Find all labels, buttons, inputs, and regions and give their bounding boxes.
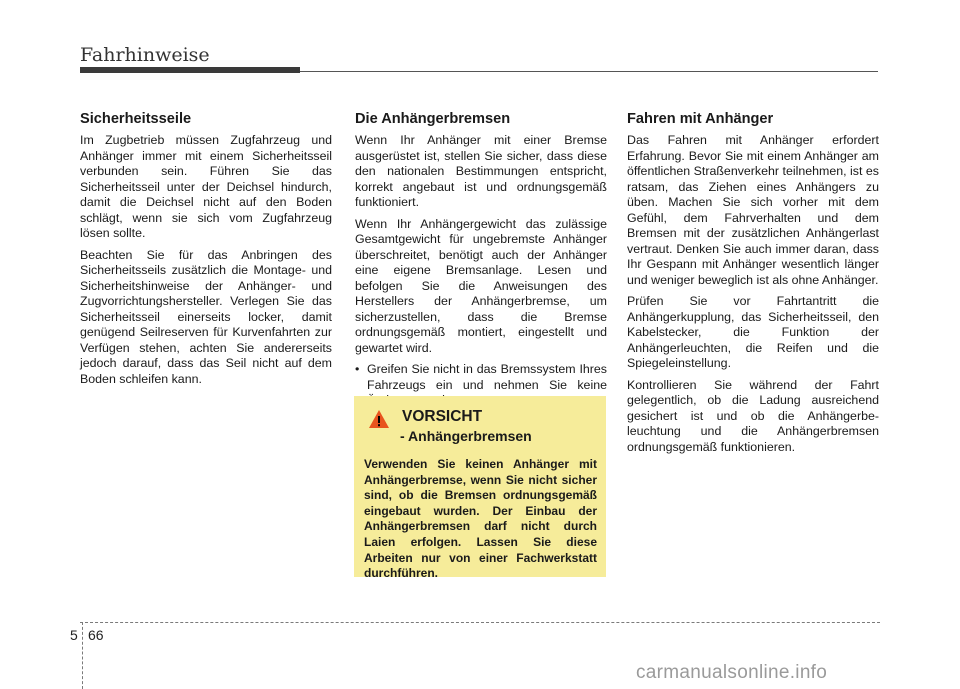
- header-accent-bar: [80, 67, 300, 73]
- footer-rule: [80, 622, 880, 623]
- paragraph: Im Zugbetrieb müssen Zugfahrzeug und Anhänger immer mit einem Sicherheitsseil verbunden sein. Führen Sie das Sicherheitsseil unter der Deichsel hindurch, damit die Deichsel nicht auf den Boden schlägt, wenn sie sich vom Zugfahrzeug lösen sollte.: [80, 133, 332, 240]
- column-safety-cables: [80, 111, 332, 393]
- paragraph: Kontrollieren Sie während der Fahrt gelegentlich, ob die Ladung ausreichend gesichert ist und ob die Anhängerbe-leuchtung und die Anhängerbremsen ordnungsgemäß funktionieren.: [627, 377, 879, 454]
- paragraph: Beachten Sie für das Anbringen des Sicherheitsseils zusätzlich die Montage- und Sicherheitshinweise der Anhänger- und Zugvorrichtungshersteller. Verlegen Sie das Sicherheitsseil einerseits locker, damit genügend Seilreserven für Kurvenfahrten zur Verfügen stehen, achten Sie andererseits jedoch darauf, dass das Seil nicht auf dem Boden schleifen kann.: [80, 247, 332, 386]
- caution-body: Verwenden Sie keinen Anhänger mit Anhängerbremse, wenn Sie nicht sicher sind, ob die Bremsen ordnungsgemäß eingebaut wurden. Der Einbau der Anhängerbremsen darf nicht durch Laien erfolgen. Lassen Sie diese Arbeiten nur von einer Fachwerkstatt durchführen.: [364, 457, 597, 581]
- header-rule: [300, 71, 878, 72]
- section-heading: Die Anhängerbremsen: [355, 111, 511, 127]
- caution-title: VORSICHT: [402, 408, 483, 425]
- watermark-text: carmanualsonline.info: [636, 662, 828, 683]
- column-driving-with-trailer: [627, 111, 879, 461]
- paragraph: Prüfen Sie vor Fahrtantritt die Anhängerkupplung, das Sicherheitsseil, den Kabelstecker, die Funktion der Anhängerleuchten, die Reifen und die Spiegeleinstellung.: [627, 294, 879, 370]
- paragraph: Das Fahren mit Anhänger erfordert Erfahrung. Bevor Sie mit einem Anhänger am öffentlichen Straßenverkehr teilnehmen, ist es ratsam, das Ziehen eines Anhängers zu üben. Machen Sie sich vorher mit dem Gefühl, dem Fahrverhalten und dem Bremsen mit der zusätzlichen Anhängerlast vertraut. Denken Sie auch immer daran, dass Ihr Gespann mit Anhänger wesentlich länger und weniger beweglich ist als ohne Anhänger.: [627, 133, 879, 287]
- paragraph: Wenn Ihr Anhängergewicht das zulässige Gesamtgewicht für ungebremste Anhänger überschreitet, benötigt auch der Anhänger eine eigene Bremsanlage. Lesen und befolgen Sie die Anweisungen des Herstellers der Anhängerbremse, um sicherzustellen, dass die Bremse ordnungsgemäß montiert, eingestellt und gewartet wird.: [355, 216, 607, 355]
- section-heading: Sicherheitsseile: [80, 111, 192, 127]
- warning-triangle-icon: [368, 409, 390, 429]
- section-heading: Fahren mit Anhänger: [627, 111, 774, 127]
- list-item: • Greifen Sie nicht in das Bremssystem Ihres Fahrzeugs ein und nehmen Sie keine: [355, 362, 607, 409]
- page-section-number: 5: [70, 627, 78, 643]
- caution-subtitle: - Anhängerbremsen: [400, 428, 532, 444]
- paragraph: Wenn Ihr Anhänger mit einer Bremse ausgerüstet ist, stellen Sie sicher, dass diese den nationalen Bestimmungen entspricht, korrekt angebaut ist und ordnungsgemäß funktioniert.: [355, 133, 607, 209]
- page-header-title: Fahrhinweise: [80, 44, 210, 66]
- page-number: 66: [88, 627, 104, 643]
- footer-divider: [82, 622, 83, 689]
- caution-header: [364, 408, 597, 452]
- column-trailer-brakes: [355, 111, 607, 409]
- caution-box: [354, 396, 606, 581]
